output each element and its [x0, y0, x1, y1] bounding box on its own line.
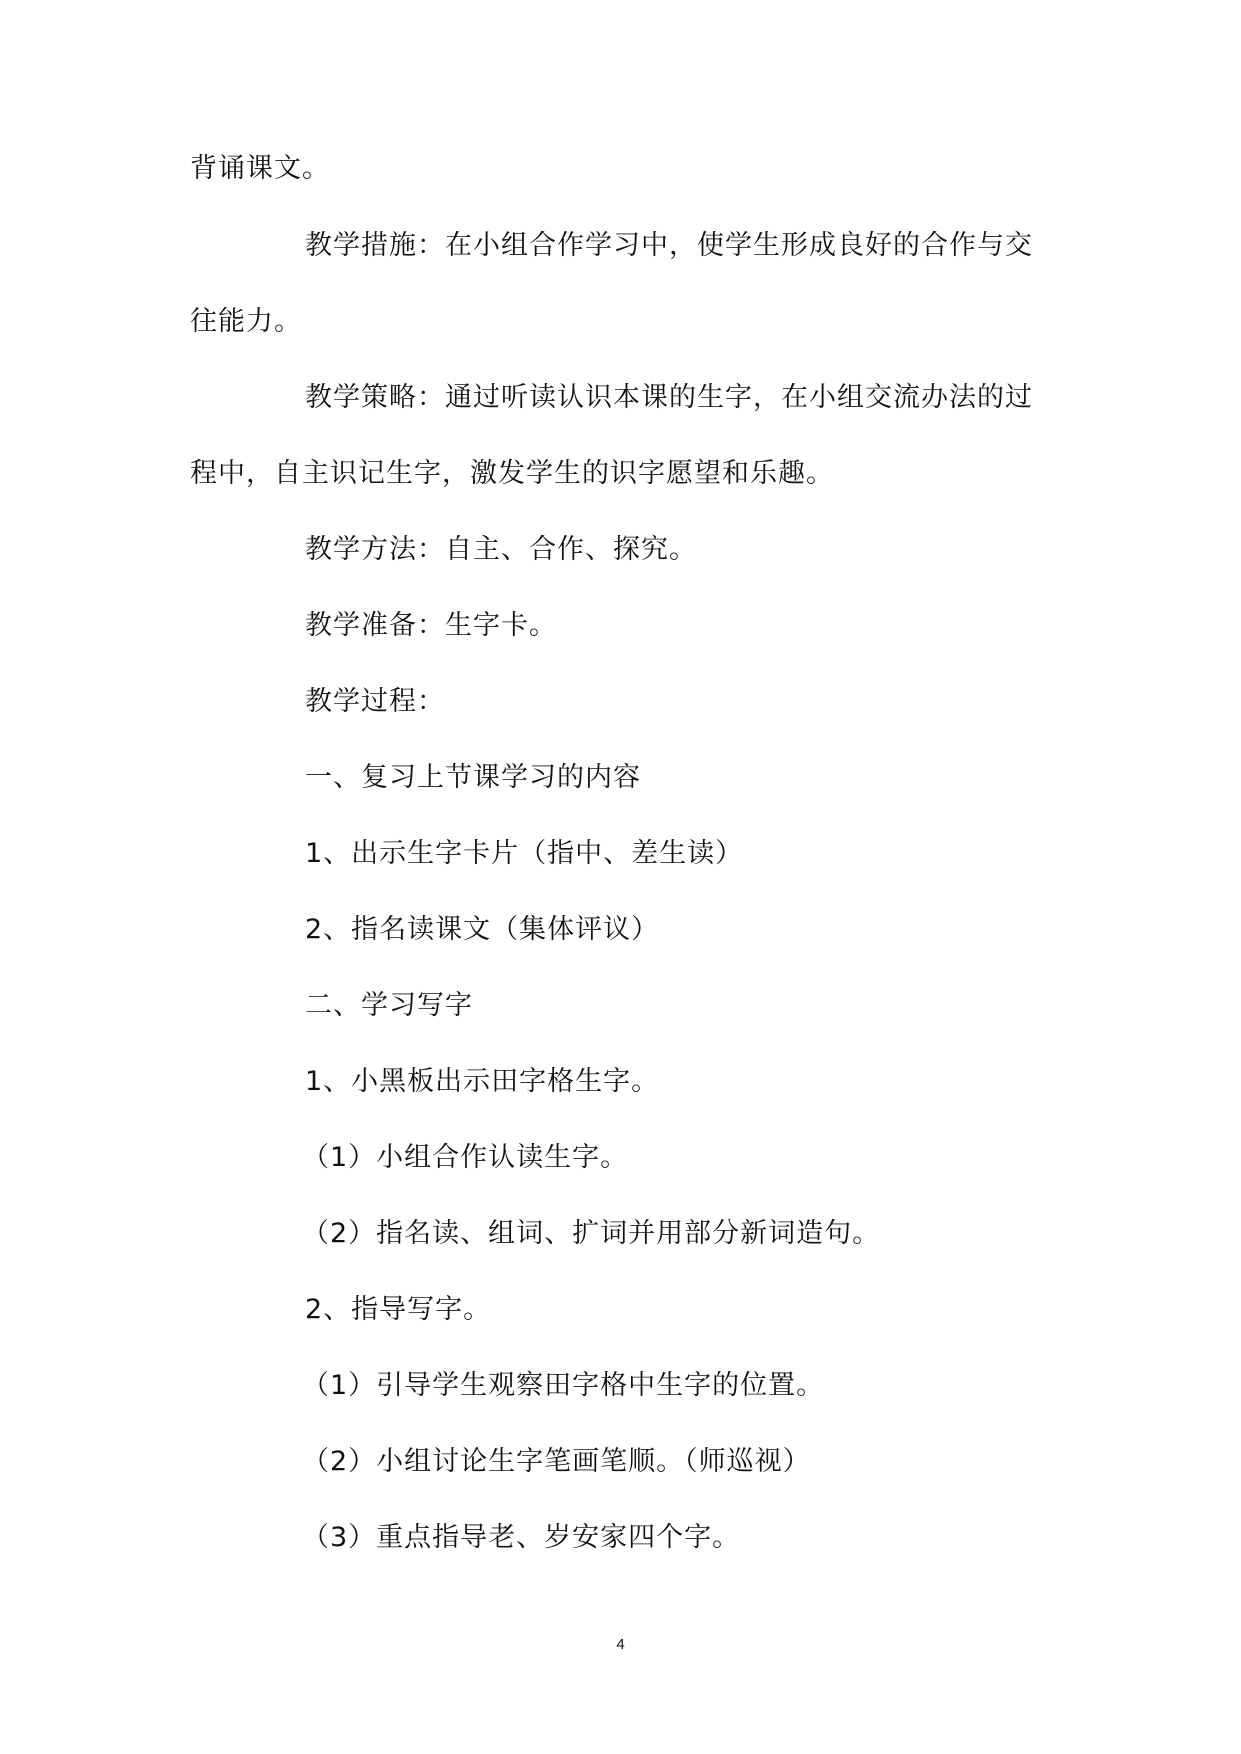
paragraph-line: 教学过程：: [305, 686, 445, 717]
list-item: （2）小组讨论生字笔画笔顺。（师巡视）: [302, 1446, 811, 1477]
list-item: （3）重点指导老、岁安家四个字。: [302, 1522, 741, 1553]
paragraph-line: 教学措施：在小组合作学习中，使学生形成良好的合作与交: [305, 230, 1033, 261]
paragraph-line: 教学方法：自主、合作、探究。: [305, 534, 697, 565]
paragraph-line: 教学策略：通过听读认识本课的生字，在小组交流办法的过: [305, 382, 1033, 413]
paragraph-line: 往能力。: [190, 306, 302, 337]
list-item: （1）引导学生观察田字格中生字的位置。: [302, 1370, 825, 1401]
list-item: 1、出示生字卡片（指中、差生读）: [305, 838, 744, 869]
page-number: 4: [616, 1636, 625, 1653]
list-item: 1、小黑板出示田字格生字。: [305, 1066, 660, 1097]
list-item: （2）指名读、组词、扩词并用部分新词造句。: [302, 1218, 881, 1249]
section-heading: 一、复习上节课学习的内容: [305, 762, 641, 793]
list-item: （1）小组合作认读生字。: [302, 1142, 629, 1173]
paragraph-line: 程中，自主识记生字，激发学生的识字愿望和乐趣。: [190, 458, 834, 489]
section-heading: 二、学习写字: [305, 990, 473, 1021]
paragraph-line: 教学准备：生字卡。: [305, 610, 557, 641]
paragraph-line: 背诵课文。: [190, 153, 330, 184]
list-item: 2、指导写字。: [305, 1294, 492, 1325]
list-item: 2、指名读课文（集体评议）: [305, 914, 660, 945]
